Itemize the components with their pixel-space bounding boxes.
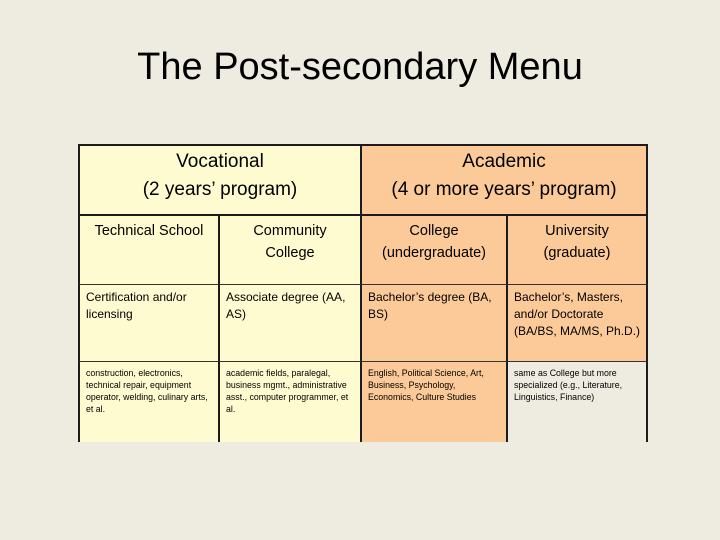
degree-university-line-2: and/or Doctorate <box>514 307 604 321</box>
fields-technical-line-4: et al. <box>86 404 106 414</box>
fields-community-college <box>220 362 362 442</box>
school-university-line-2: (graduate) <box>543 245 611 261</box>
fields-college-line-3: Economics, Culture Studies <box>368 392 477 402</box>
school-technical <box>78 216 220 285</box>
fields-university-line-2: specialized (e.g., Literature, <box>514 380 623 390</box>
school-university <box>508 216 648 285</box>
header-academic-line-2: (4 or more years’ program) <box>391 179 617 200</box>
fields-community-college-line-4: al. <box>226 404 236 414</box>
degree-college-line-1: Bachelor’s degree (BA, <box>368 290 492 304</box>
degree-technical-line-2: licensing <box>86 307 133 321</box>
header-vocational-line-2: (2 years’ program) <box>142 179 298 200</box>
fields-university-line-1: same as College but more <box>514 368 617 378</box>
fields-technical-line-2: technical repair, equipment <box>86 380 192 390</box>
degree-college-line-2: BS) <box>368 307 389 321</box>
degree-community-college <box>220 285 362 362</box>
degree-university-line-1: Bachelor’s, Masters, <box>514 290 623 304</box>
header-vocational-line-1: Vocational <box>176 151 264 172</box>
degree-technical <box>78 285 220 362</box>
degree-community-college-line-1: Associate degree (AA, <box>226 290 346 304</box>
degree-community-college-line-2: AS) <box>226 307 247 321</box>
header-vocational <box>78 144 362 216</box>
fields-technical <box>78 362 220 442</box>
fields-college-line-1: English, Political Science, Art, <box>368 368 484 378</box>
school-university-line-1: University <box>545 223 609 239</box>
fields-community-college-line-3: asst., computer programmer, et <box>226 392 349 402</box>
school-community-college <box>220 216 362 285</box>
school-community-college-line-2: College <box>265 245 315 261</box>
fields-community-college-line-1: academic fields, paralegal, <box>226 368 331 378</box>
degree-college <box>362 285 508 362</box>
fields-university-line-3: Linguistics, Finance) <box>514 392 595 402</box>
degree-technical-line-1: Certification and/or <box>86 290 187 304</box>
slide-title: The Post-secondary Menu <box>137 46 583 88</box>
fields-technical-line-3: operator, welding, culinary arts, <box>86 392 208 402</box>
school-community-college-line-1: Community <box>253 223 327 239</box>
school-college <box>362 216 508 285</box>
fields-college-line-2: Business, Psychology, <box>368 380 456 390</box>
header-academic-line-1: Academic <box>462 151 546 172</box>
fields-college <box>362 362 508 442</box>
degree-university <box>508 285 648 362</box>
fields-community-college-line-2: business mgmt., administrative <box>226 380 347 390</box>
school-technical-label: Technical School <box>94 223 204 239</box>
fields-technical-line-1: construction, electronics, <box>86 368 183 378</box>
header-academic <box>362 144 648 216</box>
school-college-line-2: (undergraduate) <box>382 245 486 261</box>
post-secondary-table <box>78 144 648 442</box>
degree-university-line-3: (BA/BS, MA/MS, Ph.D.) <box>514 324 641 338</box>
school-college-line-1: College <box>409 223 459 239</box>
fields-university <box>508 362 648 442</box>
